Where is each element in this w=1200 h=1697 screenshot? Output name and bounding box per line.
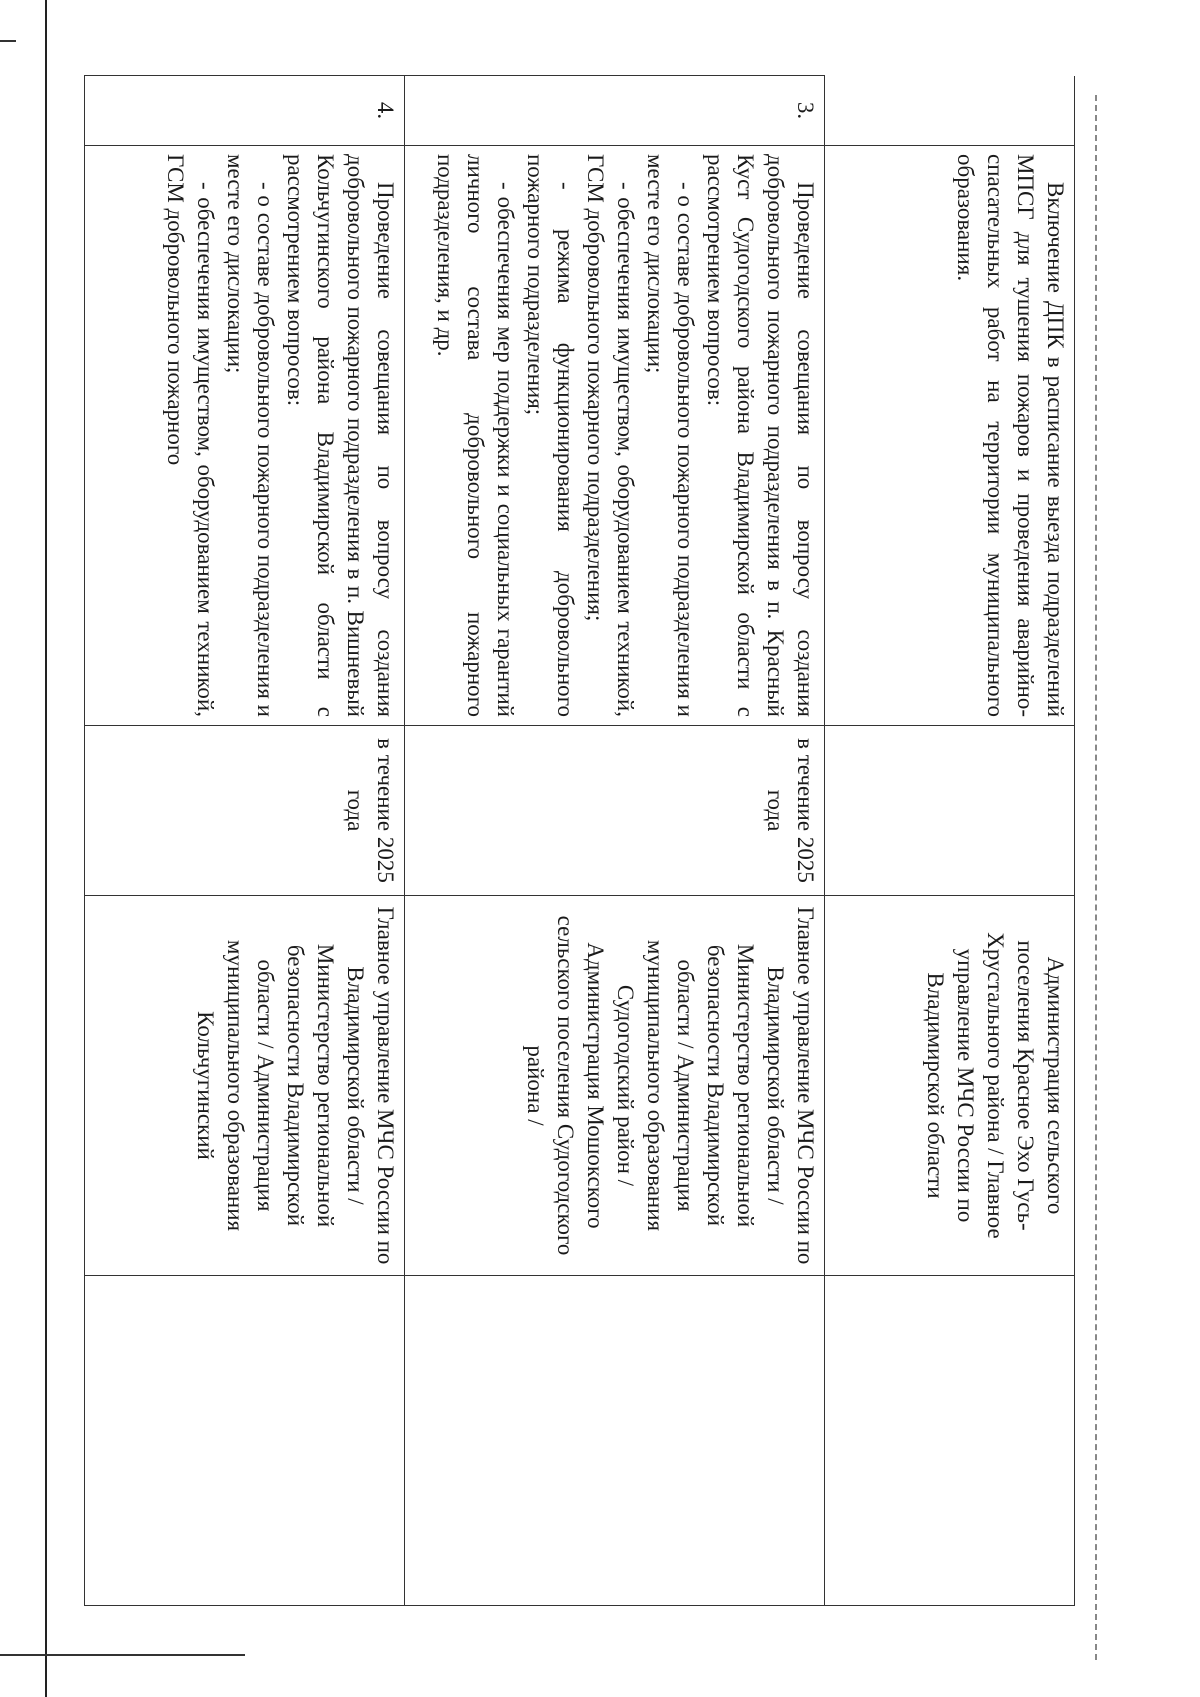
row-number <box>825 76 1075 146</box>
event-item: - обеспечения имуществом, оборудованием техникой, ГСМ добровольного пожарного подразделения; <box>583 154 638 717</box>
responsible-cell: Главное управление МЧС России по Владимирской области / Министерство региональной безопасности Владимирской области / Администрация муниципального образования Судогодский район / Администрация Мошокского сельского поселения Судогодского района / <box>405 896 825 1276</box>
responsible-cell: Главное управление МЧС России по Владимирской области / Министерство региональной безопасности Владимирской области / Администрация муниципального образования Кольчугинский <box>85 896 405 1276</box>
row-number: 4. <box>85 76 405 146</box>
scan-edge-mark <box>0 40 16 42</box>
table-row <box>85 76 405 1606</box>
event-text: Проведение совещания по вопросу создания добровольного пожарного подразделения в п. Вишневый Кольчугинского района Владимирской области с рассмотрением вопросов: <box>283 154 398 717</box>
note-cell <box>405 1276 825 1606</box>
event-item: - о составе добровольного пожарного подразделения и месте его дислокации; <box>643 154 698 717</box>
event-cell <box>405 146 825 726</box>
term-cell <box>825 726 1075 896</box>
event-item: - обеспечения мер поддержки и социальных гарантий личного состава добровольного пожарного подразделения, и др. <box>433 154 518 717</box>
event-item: - режима функционирования добровольного пожарного подразделения; <box>523 154 578 717</box>
note-cell <box>85 1276 405 1606</box>
event-item: - обеспечения имуществом, оборудованием техникой, ГСМ добровольного пожарного <box>163 154 218 717</box>
scan-edge-line <box>45 0 47 1697</box>
event-text: Проведение совещания по вопросу создания добровольного пожарного подразделения в п. Красный Куст Судогодского района Владимирской области с рассмотрением вопросов: <box>703 154 818 717</box>
rotated-page <box>85 75 1075 1680</box>
event-cell <box>85 146 405 726</box>
event-item: - о составе добровольного пожарного подразделения и месте его дислокации; <box>223 154 278 717</box>
row-number: 3. <box>405 76 825 146</box>
term-cell: в течение 2025 года <box>85 726 405 896</box>
cut-line <box>1095 95 1097 1660</box>
note-cell <box>825 1276 1075 1606</box>
event-text: Включение ДПК в расписание выезда подразделений МПСГ для тушения пожаров и проведения аварийно-спасательных работ на территории муниципального образования. <box>953 154 1068 717</box>
plan-table <box>84 75 1075 1606</box>
responsible-cell: Администрация сельского поселения Красное Эхо Гусь-Хрустального района / Главное управление МЧС России по Владимирской области <box>825 896 1075 1276</box>
event-cell <box>825 146 1075 726</box>
table-row <box>825 76 1075 1606</box>
table-row <box>405 76 825 1606</box>
term-cell: в течение 2025 года <box>405 726 825 896</box>
